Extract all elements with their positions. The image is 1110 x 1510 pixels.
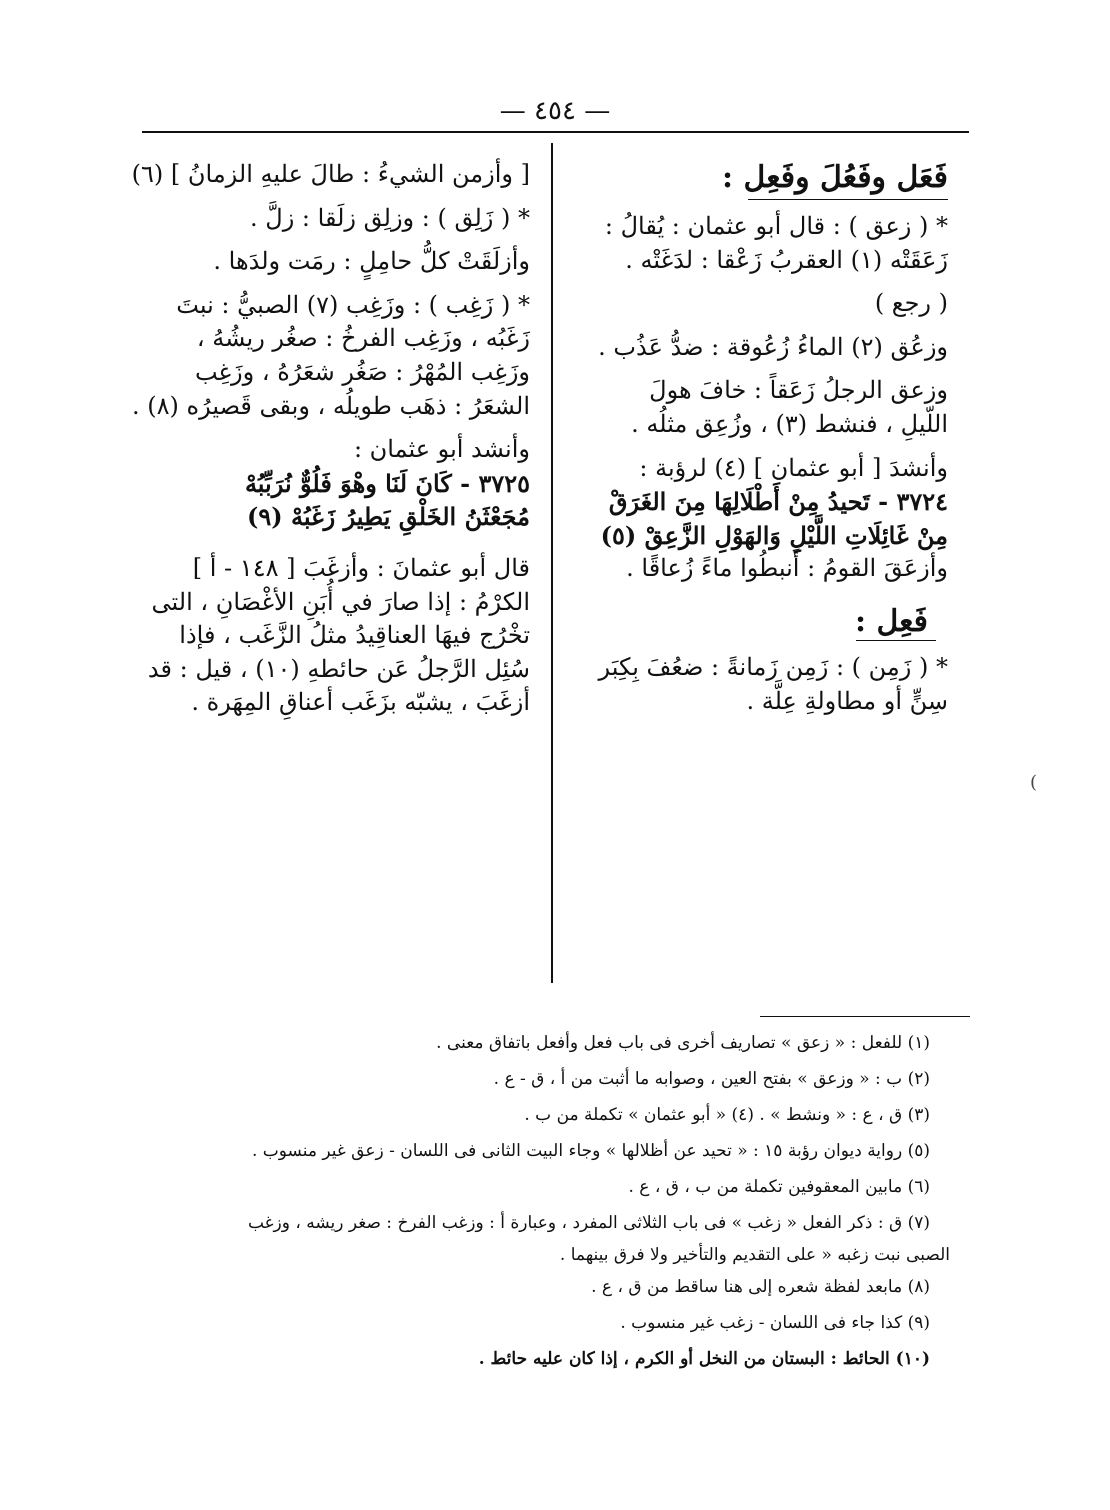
text-line: وأزلَقَتْ كلُّ حامِلٍ : رمَت ولدَها .	[213, 247, 530, 276]
verse-line: ٣٧٢٤ - تَحيدُ مِنْ أَطْلَالِهَا مِنَ الغَرَقْ	[608, 487, 948, 517]
text-line: سِنٍّ أو مطاولةِ عِلَّة .	[746, 686, 948, 715]
subsection-heading-underline	[856, 640, 936, 641]
text-line: زَغَبُه ، وزَغِب الفرخُ : صغُر ريشُهُ ،	[196, 324, 530, 353]
footnote: (٥) رواية ديوان رؤبة ١٥ : « تحيد عن أظلالها » وجاء البيت الثانى فى اللسان - زعق غير منسوب .	[251, 1141, 930, 1161]
footnote: (٦) مابين المعقوفين تكملة من ب ، ق ، ع .	[628, 1177, 930, 1197]
text-line: وزعُق (٢) الماءُ زُعُوقة : ضدُّ عَذُب .	[598, 332, 948, 361]
text-line: وأنشد أبو عثمان :	[353, 435, 530, 464]
text-line: * ( زعق ) : قال أبو عثمان : يُقالُ :	[604, 212, 948, 240]
subsection-heading: فَعِل :	[854, 603, 928, 639]
text-line: * ( زَمِن ) : زَمِن زَمانةً : ضعُفَ بِكِبَر	[598, 652, 948, 681]
page-number: — ٤٥٤ —	[499, 96, 611, 126]
footnote: (٧) ق : ذكر الفعل « زغب » فى باب الثلاثى المفرد ، وعبارة أ : وزغب الفرخ : صغر ريشه ، وزغب	[247, 1213, 930, 1233]
text-line: الشعَرُ : ذهَب طويلُه ، وبقى قَصيرُه (٨) .	[132, 391, 530, 420]
text-line: وأزعَقَ القومُ : أَنبطُوا ماءً زُعاقًا .	[626, 554, 948, 583]
text-line: أزغَبَ ، يشبّه بزَغَب أعناقِ المِهَرة .	[191, 688, 530, 717]
margin-mark: (	[1030, 772, 1038, 793]
footnote-continuation: الصبى نبت زغبه « على التقديم والتأخير ولا فرق بينهما .	[559, 1245, 950, 1265]
text-line: وأنشدَ [ أبو عثمان ] (٤) لرؤبة :	[639, 453, 948, 482]
footnote: (١٠) الحائط : البستان من النخل أو الكرم ، إذا كان عليه حائط .	[478, 1349, 930, 1369]
verse-line: مِنْ غَائِلَاتِ اللَّيْلِ وَالهَوْلِ الزَّعِقْ (٥)	[600, 520, 948, 550]
text-line: اللّيلِ ، فنشط (٣) ، وزُعِق مثلُه .	[631, 409, 948, 438]
text-line: الكرْمُ : إذا صارَ في أُبَنِ الأغْصَانِ ، التى	[151, 587, 530, 616]
footnote: (٨) مابعد لفظة شعره إلى هنا ساقط من ق ، ع .	[591, 1277, 930, 1297]
header-rule	[142, 131, 969, 133]
text-line: تخْرُج فيهَا العناقِيدُ مثلُ الزَّغَب ، فإذا	[179, 621, 530, 650]
text-line: قال أبو عثمانَ : وأزغَبَ [ ١٤٨ - أ ]	[192, 553, 530, 582]
footnote: (٩) كذا جاء فى اللسان - زغب غير منسوب .	[620, 1313, 930, 1333]
verse-line: مُجَعْثَنُ الخَلْقِ يَطِيرُ زَغَبُهْ (٩)	[247, 502, 530, 532]
text-line: وزَغِب المُهْرُ : صَغُر شعَرُهُ ، وزَغِب	[194, 357, 530, 386]
footnotes	[150, 1025, 950, 1377]
text-line: ( رجع )	[874, 289, 948, 318]
text-line: [ وأزمن الشيءُ : طالَ عليهِ الزمانُ ] (٦)	[131, 160, 530, 188]
footnote: (٣) ق ، ع : « ونشط » . (٤) « أبو عثمان » تكملة من ب .	[524, 1105, 930, 1125]
right-column	[578, 158, 948, 718]
text-line: * ( زَلِق ) : وزلِق زلَقا : زلَّ .	[250, 203, 530, 232]
section-heading: فَعَل وفَعُلَ وفَعِل :	[722, 160, 948, 195]
text-line: وزعق الرجلُ زَعَقاً : خافَ هولَ	[649, 376, 948, 405]
left-column	[131, 158, 530, 720]
verse-line: ٣٧٢٥ - كَانَ لَنَا وهْوَ فَلُوٌّ نُرَبِّبُهْ	[244, 468, 530, 498]
footnote-rule	[760, 1016, 970, 1017]
text-line: زَعَقَتْه (١) العقربُ زَعْقا : لدَغَتْه .	[625, 245, 948, 274]
column-divider	[551, 143, 553, 983]
footnote: (٢) ب : « وزعق » بفتح العين ، وصوابه ما أثبت من أ ، ق - ع .	[493, 1069, 930, 1089]
footnote: (١) للفعل : « زعق » تصاريف أخرى فى باب فعل وأفعل باتفاق معنى .	[436, 1033, 930, 1053]
text-line: سُئِل الرَّجلُ عَن حائطهِ (١٠) ، قيل : قد	[147, 654, 530, 683]
text-line: * ( زَغِب ) : وزَغِب (٧) الصبيُّ : نبتَ	[176, 290, 530, 319]
section-heading-underline	[748, 199, 948, 200]
